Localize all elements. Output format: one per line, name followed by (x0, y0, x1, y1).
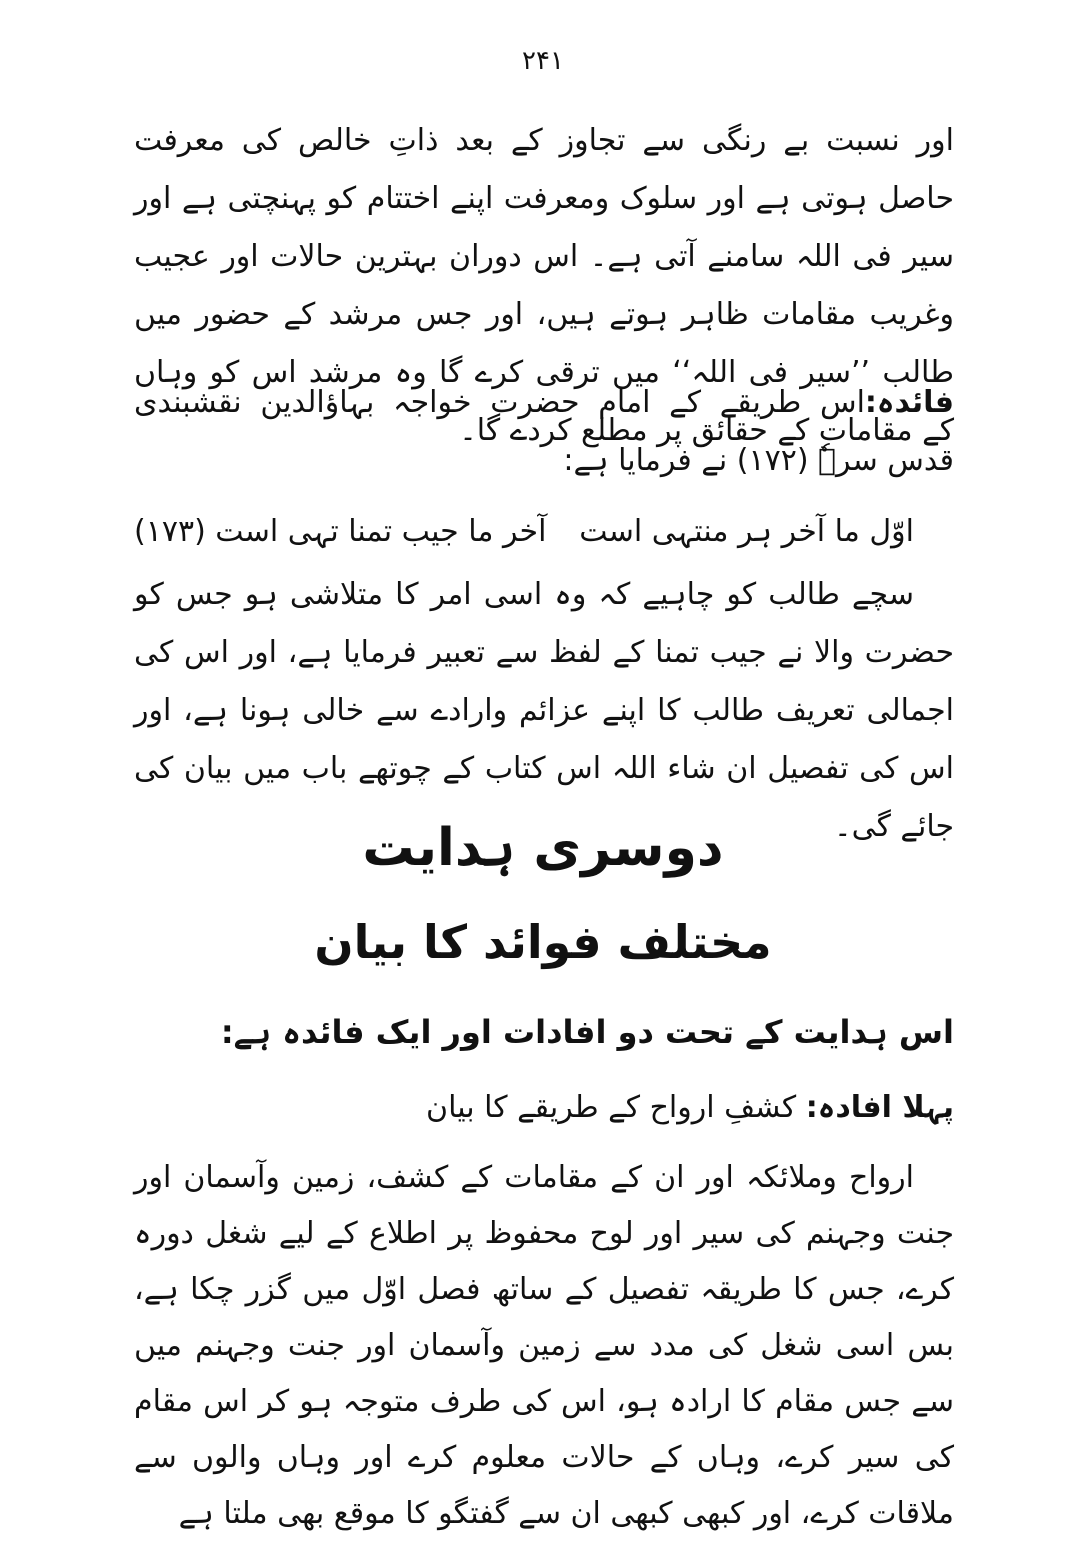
fayda-label: فائدہ: (864, 385, 954, 420)
paragraph-talib-text: سچے طالب کو چاہیے کہ وہ اسی امر کا متلاشی ہو جس کو حضرت والا نے جیب تمنا کے لفظ سے تعبیر فرمایا ہے، اور اس کی اجمالی تعریف طالب کا اپنے عزائم وارادے سے خالی ہونا ہے، اور اس کی تفصیل ان شاء اللہ اس کتاب کے چوتھے باب میں بیان کی جائے گی۔ (134, 577, 954, 844)
paragraph-text (134, 1150, 954, 1542)
fayda-text: اس طریقے کے امام حضرت خواجہ بہاؤالدین نقشبندی قدس سرہٗ (۱۷۲) نے فرمایا ہے: (134, 385, 954, 478)
ifada-title: کشفِ ارواح کے طریقے کا بیان (426, 1090, 797, 1125)
section-heading: دوسری ہدایت (362, 818, 724, 878)
verse-hemistich-1: اوّل ما آخر ہر منتہی است (579, 514, 914, 549)
fayda-paragraph (134, 374, 954, 490)
persian-verse (134, 506, 954, 558)
paragraph-arwah-text: ارواح وملائکہ اور ان کے مقامات کے کشف، زمین وآسمان اور جنت وجہنم کی سیر اور لوح محفوظ پر اطلاع کے لیے شغل دورہ کرے، جس کا طریقہ تفصیل کے ساتھ فصل اوّل میں گزر چکا ہے، بس اسی شغل کی مدد سے زمین وآسمان اور جنت وجہنم میں سے جس مقام کا ارادہ ہو، اس کی طرف متوجہ ہو کر اس مقام کی سیر کرے، وہاں کے حالات معلوم کرے اور وہاں والوں سے ملاقات کرے، اور کبھی کبھی ان سے گفتگو کا موقع بھی ملتا ہے (134, 1160, 954, 1531)
fayda-text-line (134, 374, 954, 490)
paragraph-arwah (134, 1150, 954, 1542)
ifada-label: پہلا افادہ: (805, 1090, 954, 1125)
section-intro: اس ہدایت کے تحت دو افادات اور ایک فائدہ ہے: (220, 1013, 954, 1051)
ifada-heading (134, 1080, 954, 1136)
page-number: ۲۴۱ (522, 46, 564, 76)
verse-hemistich-2: آخر ما جیب تمنا تہی است (۱۷۳) (134, 514, 547, 549)
paragraph-text: اور نسبت بے رنگی سے تجاوز کے بعد ذاتِ خالص کی معرفت حاصل ہوتی ہے اور سلوک ومعرفت اپنے اختتام کو پہنچتی ہے اور سیر فی اللہ سامنے آتی ہے۔ اس دوران بہترین حالات اور عجیب وغریب مقامات ظاہر ہوتے ہیں، اور جس مرشد کے حضور میں طالب ’’سیر فی اللہ‘‘ میں ترقی کرے گا وہ مرشد اس کو وہاں کے مقامات کے حقائق پر مطلع کردے گا۔ (134, 123, 954, 448)
section-subheading: مختلف فوائد کا بیان (314, 915, 772, 969)
